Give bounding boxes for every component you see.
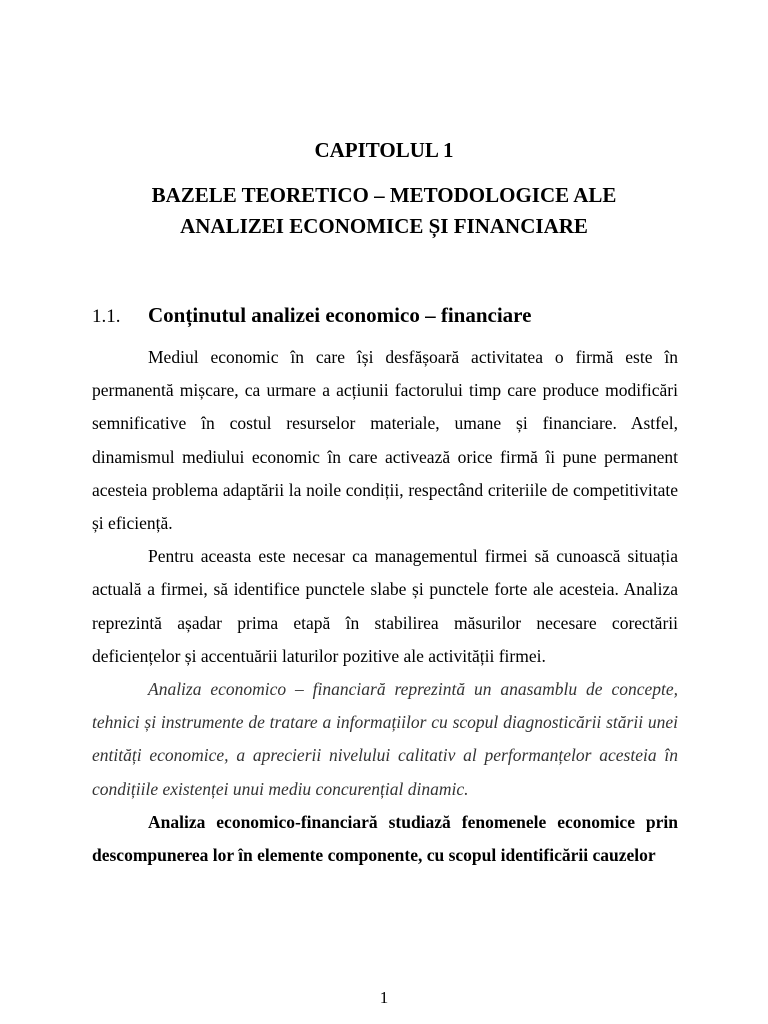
section-title: Conținutul analizei economico – financiare [148,303,532,327]
body-text [92,341,678,872]
section-number: 1.1. [92,306,121,327]
section-heading [92,300,692,332]
paragraph-2: Pentru aceasta este necesar ca managementul firmei să cunoască situația actuală a firmei, să identifice punctele slabe și punctele forte ale acesteia. Analiza reprezintă așadar prima etapă în stabilirea măsurilor necesare corectării deficiențelor și accentuării laturilor pozitive ale activității firmei. [92,546,678,666]
chapter-title [0,180,768,242]
paragraph-1: Mediul economic în care își desfășoară activitatea o firmă este în permanentă mișcare, ca urmare a acțiunii factorului timp care produce modificări semnificative în costul resurselor materiale, umane și financiare. Astfel, dinamismul mediului economic în care activează orice firmă îi pune permanent acesteia problema adaptării la noile condiții, respectând criteriile de competitivitate și eficiență. [92,347,678,534]
chapter-title-line-1: BAZELE TEORETICO – METODOLOGICE ALE [151,183,617,207]
chapter-title-line-2: ANALIZEI ECONOMICE ȘI FINANCIARE [180,214,588,238]
paragraph-4: Analiza economico-financiară studiază fenomenele economice prin descompunerea lor în elemente componente, cu scopul identificării cauzelor [92,811,678,866]
chapter-label: CAPITOLUL 1 [314,138,454,162]
page-number: 1 [379,988,389,1007]
paragraph-3-definition: Analiza economico – financiară reprezintă un anasamblu de concepte, tehnici și instrumente de tratare a informațiilor cu scopul diagnosticării stării unei entități economice, a aprecierii nivelului calitativ al performanțelor acesteia în condițiile existenței unui mediu concurențial dinamic. [92,679,678,799]
